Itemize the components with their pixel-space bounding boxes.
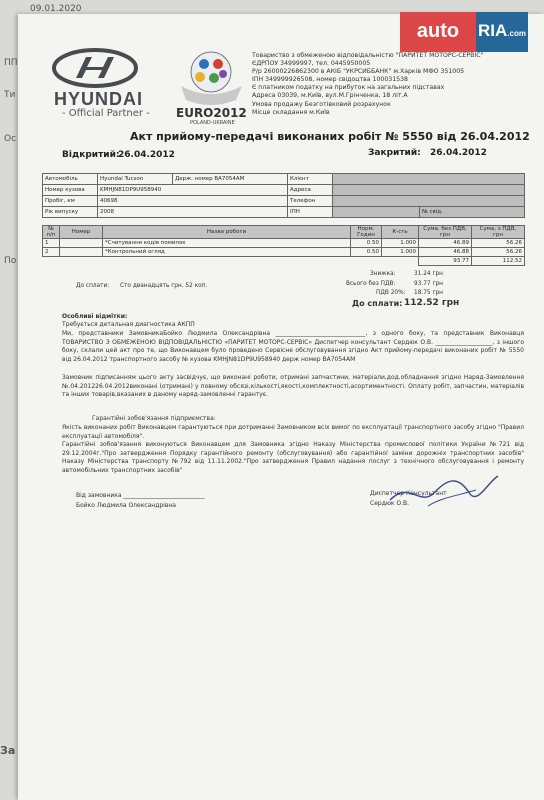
year-value: 2008 <box>98 207 288 218</box>
under-line: Ос <box>4 134 17 144</box>
table-row <box>43 248 525 257</box>
pay-label: До сплати: <box>76 283 110 289</box>
company-line: Є платником податку на прибуток на загальних підставах <box>252 84 445 92</box>
warranty-paragraph: Якість виконаних робіт Виконавцем гарантуються при дотриманні Замовником всіх вимог по експлуатації транспортного засобу згідно "Правил експлуатації автомобіля". <box>62 424 524 440</box>
totals-row <box>43 257 525 266</box>
vat-label: ПДВ 20%: <box>376 290 406 296</box>
client-value <box>333 174 525 185</box>
col-header: К-сть <box>382 226 419 239</box>
address-value <box>333 185 525 196</box>
watermark-ria-text: RIA <box>478 21 508 40</box>
customer-sign-label: Від замовника ___________________________ <box>76 492 205 499</box>
cert-label: № свід. <box>420 207 525 218</box>
customer-name: Бойко Людмила Олександрівна <box>76 502 176 509</box>
warranty-title: Гарантійні зобов'язання підприємства: <box>92 415 216 422</box>
special-notes-text: Требується детальная диагностика АКПП <box>62 321 195 328</box>
row-qty: 1.000 <box>382 239 419 248</box>
official-partner-tagline: - Official Partner - <box>62 108 150 119</box>
under-line: За <box>0 744 16 757</box>
due-value: 112.52 грн <box>404 298 460 308</box>
ipn-value <box>333 207 420 218</box>
row-sum-vat: 56.26 <box>472 248 525 257</box>
company-details <box>252 52 502 117</box>
row-name: *Контрольний огляд <box>103 248 351 257</box>
vin-label: Номер кузова <box>43 185 98 196</box>
company-line: Товариство з обмеженою відповідальністю "ПАРИТЕТ МОТОРС-СЕРВІС" <box>252 52 484 59</box>
discount-value: 31.24 грн <box>414 271 443 277</box>
novat-label: Всього без ПДВ: <box>346 281 396 287</box>
total-sum: 93.77 <box>419 257 472 266</box>
row-qty: 1.000 <box>382 248 419 257</box>
opened-label: Відкритий: <box>62 150 120 160</box>
address-label: Адреса <box>288 185 333 196</box>
watermark-auto: auto <box>400 12 476 52</box>
row-sum: 46.88 <box>419 248 472 257</box>
row-num: 2 <box>43 248 60 257</box>
row-code <box>60 239 103 248</box>
pay-words: Сто дванадцять грн. 52 коп. <box>120 283 208 289</box>
row-sum: 46.89 <box>419 239 472 248</box>
plate-value: Держ. номер ВА7054АМ <box>173 174 288 185</box>
euro2012-label: EURO2012 <box>176 106 247 120</box>
col-header: Назва роботи <box>103 226 351 239</box>
opened-date: 26.04.2012 <box>118 150 175 160</box>
total-sum-vat: 112.52 <box>472 257 525 266</box>
vat-value: 18.75 грн <box>414 290 443 296</box>
act-paragraph: Ми, представники ЗамовникаБойко Людмила Олександрівна ______________________________, з одного боку, та представник Виконавця ТОВАРИСТВО З ОБМЕЖЕНОЮ ВІДПОВІДАЛЬНІСТЮ «ПАРИТЕТ МОТОРС-СЕРВІС» Диспетчер консультант Сердюк О.В. ___________________, з іншого боку, склали цей акт про те, що Виконавцем було проведено Сервісне обслуговування згідно Акт прийому-передачі виконаних робіт № 5550 від 26.04.2012 транспортного засобу № кузова KMHJN81DP9U958940 держ номер ВА7054АМ <box>62 330 524 363</box>
company-line: Умова продажу Безготівковий розрахунок <box>252 100 391 108</box>
discount-label: Знижка: <box>370 271 396 277</box>
vehicle-info-table <box>42 173 525 218</box>
under-date: 09.01.2020 <box>30 4 82 14</box>
car-value: Hyundai Tucson <box>98 174 173 185</box>
euro2012-sub: POLAND-UKRAINE <box>190 120 235 126</box>
row-sum-vat: 56.26 <box>472 239 525 248</box>
phone-value <box>333 196 525 207</box>
works-table <box>42 225 525 266</box>
row-name: *Считування кодів помилок <box>103 239 351 248</box>
company-line: Місце складання м.Київ <box>252 108 330 116</box>
under-line: ПП <box>4 58 18 68</box>
vin-value: KMHJN81DP9U958940 <box>98 185 288 196</box>
under-line: Ти <box>4 90 16 100</box>
company-line: ЄДРПОУ 34999997, тел. 0445950005 <box>252 60 371 68</box>
company-line: Р/р 26000226862300 в АКІБ "УКРСИББАНК" м.Харків МФО 351005 <box>252 68 465 76</box>
col-header: Сума, з ПДВ, грн <box>472 226 525 239</box>
autoria-watermark <box>400 12 528 52</box>
company-line: ІПН 349999926508, номер свідоцтва 100031538 <box>252 76 408 84</box>
row-hours: 0.50 <box>351 248 382 257</box>
row-hours: 0.50 <box>351 239 382 248</box>
mileage-label: Пробіг, км <box>43 196 98 207</box>
col-header: № п/п <box>43 226 60 239</box>
mileage-value: 40698 <box>98 196 288 207</box>
ipn-label: ІПН <box>288 207 333 218</box>
handwritten-signature-icon <box>380 470 500 515</box>
col-header: Норм. Годин <box>351 226 382 239</box>
phone-label: Телефон <box>288 196 333 207</box>
watermark-com-text: .com <box>507 29 526 38</box>
row-code <box>60 248 103 257</box>
hyundai-brand: HYUNDAI <box>54 89 144 109</box>
client-label: Клієнт <box>288 174 333 185</box>
due-label: До сплати: <box>352 299 403 308</box>
novat-value: 93.77 грн <box>414 281 443 287</box>
hyundai-emblem-icon <box>52 48 138 88</box>
customer-label-text: Від замовника <box>76 492 122 499</box>
car-label: Автомобіль <box>43 174 98 185</box>
row-num: 1 <box>43 239 60 248</box>
dispatcher-label: Диспетчер Консультант <box>370 490 447 497</box>
col-header: Сума, без ПДВ, грн <box>419 226 472 239</box>
dispatcher-name: Сердюк О.В. <box>370 500 410 507</box>
watermark-ria <box>476 12 528 52</box>
closed-date: 26.04.2012 <box>430 148 487 158</box>
totals-spacer <box>43 257 419 266</box>
col-header: Номер <box>60 226 103 239</box>
document-title: Акт прийому-передачі виконаних робіт № 5550 від 26.04.2012 <box>130 130 530 143</box>
company-line: Адреса 03039, м.Київ, вул.М.Грінченка, 18 літ.А <box>252 92 408 100</box>
closed-label: Закритий: <box>368 148 421 158</box>
year-label: Рік випуску <box>43 207 98 218</box>
under-line: По <box>4 256 17 266</box>
warranty-order-paragraph: Гарантійні зобов'язання виконуються Виконавцем для Замовника згідно Наказу Міністерства промислової політики України №721 від 29.12.2004г."Про затвердження Порядку гарантійного ремонту (обслуговування) або гарантійної заміни дорожніх транспортних засобів" Наказу Міністерства транспорту №792 від 11.11.2002."Про затвердження Правил надання послуг з технічного обслуговування і ремонту автомобільних транспортних засобів" <box>62 441 524 474</box>
special-notes-title: Особливі відмітки: <box>62 313 128 320</box>
table-row <box>43 239 525 248</box>
customer-confirmation: Замовник підписанням цього акту засвідчує, що виконані роботи, отримані запчастини, матеріали,дод.обладнання згідно Наряд-Замовлення №.04.201226.04.2012виконані (отримані) у повному обсязі,кількості,якості,комплектності,асортиментності. Оплату робіт, запчастин, матеріалів та інших товарів,вказаних в даному наряд-замовленні гарантує. <box>62 374 524 399</box>
